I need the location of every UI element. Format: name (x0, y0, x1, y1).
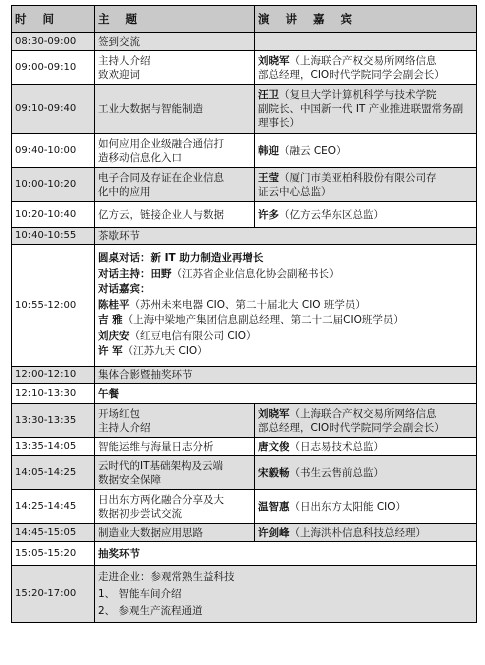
header-time: 时 间 (12, 6, 95, 33)
topic-cell: 工业大数据与智能制造 (95, 85, 255, 134)
speaker-desc: （日志易技术总监） (289, 440, 384, 453)
time-cell: 14:25-14:45 (12, 490, 95, 524)
topic-line: 数据初步尝试交流 (98, 507, 182, 520)
table-row (12, 438, 477, 456)
time-cell: 09:00-09:10 (12, 51, 95, 85)
topic-line: 化中的应用 (98, 185, 151, 198)
speaker-name: 温智惠 (258, 500, 290, 513)
speaker-desc: 部总经理，CIO时代学院同学会副会长） (258, 421, 445, 434)
speaker-name: 宋毅畅 (258, 466, 290, 479)
speaker-desc: （厦门市美亚柏科股份有限公司存 (279, 171, 437, 184)
topic-line: 云时代的IT基础架构及云端 (98, 459, 224, 472)
topic-cell: 智能运维与海量日志分析 (95, 438, 255, 456)
time-cell: 10:00-10:20 (12, 168, 95, 202)
topic-cell: 制造业大数据应用思路 (95, 524, 255, 542)
visit-item: 1、 智能车间介绍 (98, 587, 182, 600)
table-row (12, 245, 477, 367)
speaker-cell (255, 490, 477, 524)
table-row (12, 85, 477, 134)
guest-item: 许 军（江苏九天 CIO） (98, 345, 208, 358)
speaker-name: 许多 (258, 208, 279, 221)
topic-line: 日出东方两化融合分享及大 (98, 493, 224, 506)
speaker-cell (255, 85, 477, 134)
topic-cell: 签到交流 (95, 33, 255, 51)
speaker-desc: （上海联合产权交易所网络信息 (289, 407, 437, 420)
topic-line: 致欢迎词 (98, 68, 140, 81)
time-cell: 13:30-13:35 (12, 404, 95, 438)
table-row (12, 228, 477, 245)
speaker-desc: 副院长、中国新一代 IT 产业推进联盟常务副理事长） (258, 103, 464, 129)
speaker-desc: 部总经理，CIO时代学院同学会副会长） (258, 68, 445, 81)
topic-cell (95, 404, 255, 438)
host-label: 对话主持： (98, 267, 151, 280)
table-row (12, 168, 477, 202)
time-cell: 10:40-10:55 (12, 228, 95, 245)
table-row (12, 566, 477, 623)
roundtable-cell (95, 245, 477, 367)
topic-line: 如何应用企业级融合通信打 (98, 137, 224, 150)
speaker-desc: （融云 CEO） (279, 144, 347, 157)
time-cell: 14:45-15:05 (12, 524, 95, 542)
time-cell: 12:00-12:10 (12, 367, 95, 384)
guests-label: 对话嘉宾： (98, 283, 151, 296)
visit-item: 2、 参观生产流程通道 (98, 604, 203, 617)
table-row (12, 51, 477, 85)
table-row (12, 404, 477, 438)
topic-cell: 抽奖环节 (95, 542, 477, 566)
topic-cell (95, 134, 255, 168)
time-cell: 15:05-15:20 (12, 542, 95, 566)
time-cell: 12:10-13:30 (12, 384, 95, 404)
topic-cell (95, 51, 255, 85)
speaker-desc: （复旦大学计算机科学与技术学院 (279, 89, 437, 101)
topic-cell (95, 456, 255, 490)
speaker-desc: 证云中心总监） (258, 185, 332, 198)
table-row (12, 134, 477, 168)
agenda-table (11, 5, 477, 623)
speaker-cell (255, 524, 477, 542)
header-topic: 主 题 (95, 6, 255, 33)
topic-line: 主持人介绍 (98, 421, 151, 434)
host-name: 田野 (150, 267, 172, 280)
speaker-cell (255, 168, 477, 202)
table-row (12, 524, 477, 542)
speaker-cell (255, 456, 477, 490)
table-row (12, 456, 477, 490)
host-desc: （江苏省企业信息化协会副秘书长） (171, 267, 340, 280)
guest-item: 吉 雅（上海中梁地产集团信息副总经理、第二十二届CIO班学员） (98, 314, 404, 327)
visit-title: 走进企业：参观常熟生益科技 (98, 570, 235, 583)
time-cell: 15:20-17:00 (12, 566, 95, 623)
table-row (12, 384, 477, 404)
time-cell: 13:35-14:05 (12, 438, 95, 456)
topic-cell (95, 168, 255, 202)
guest-item: 刘庆安（红豆电信有限公司 CIO） (98, 329, 257, 342)
speaker-cell (255, 51, 477, 85)
speaker-desc: （上海洪朴信息科技总经理） (289, 526, 426, 539)
speaker-name: 刘晓军 (258, 54, 290, 67)
speaker-cell (255, 404, 477, 438)
speaker-desc: （亿方云华东区总监） (279, 208, 384, 221)
speaker-desc: （日出东方太阳能 CIO） (289, 500, 407, 513)
table-row (12, 490, 477, 524)
roundtable-title: 圆桌对话：新 IT 助力制造业再增长 (98, 252, 264, 265)
table-row (12, 202, 477, 228)
topic-line: 开场红包 (98, 407, 140, 420)
topic-line: 数据安全保障 (98, 473, 161, 486)
speaker-cell (255, 202, 477, 228)
speaker-name: 许剑峰 (258, 526, 290, 539)
topic-cell: 集体合影暨抽奖环节 (95, 367, 477, 384)
topic-line: 电子合同及存证在企业信息 (98, 171, 224, 184)
topic-cell: 午餐 (95, 384, 477, 404)
guest-item: 陈桂平（苏州未来电器 CIO、第二十届北大 CIO 班学员） (98, 298, 366, 311)
time-cell: 08:30-09:00 (12, 33, 95, 51)
topic-cell: 茶歇环节 (95, 228, 477, 245)
topic-cell: 亿方云，链接企业人与数据 (95, 202, 255, 228)
time-cell: 10:20-10:40 (12, 202, 95, 228)
speaker-cell (255, 134, 477, 168)
visit-cell (95, 566, 477, 623)
time-cell: 14:05-14:25 (12, 456, 95, 490)
time-cell: 10:55-12:00 (12, 245, 95, 367)
time-cell: 09:40-10:00 (12, 134, 95, 168)
table-row (12, 33, 477, 51)
speaker-name: 汪卫 (258, 89, 279, 101)
speaker-desc: （书生云售前总监） (289, 466, 384, 479)
time-cell: 09:10-09:40 (12, 85, 95, 134)
speaker-name: 刘晓军 (258, 407, 290, 420)
speaker-cell (255, 33, 477, 51)
topic-cell (95, 490, 255, 524)
speaker-cell (255, 438, 477, 456)
table-row (12, 542, 477, 566)
speaker-name: 韩迎 (258, 144, 279, 157)
header-row (12, 6, 477, 33)
header-speaker: 演 讲 嘉 宾 (255, 6, 477, 33)
speaker-name: 王莹 (258, 171, 279, 184)
speaker-desc: （上海联合产权交易所网络信息 (289, 54, 437, 67)
table-row (12, 367, 477, 384)
topic-line: 主持人介绍 (98, 54, 151, 67)
speaker-name: 唐文俊 (258, 440, 290, 453)
topic-line: 造移动信息化入口 (98, 151, 182, 164)
